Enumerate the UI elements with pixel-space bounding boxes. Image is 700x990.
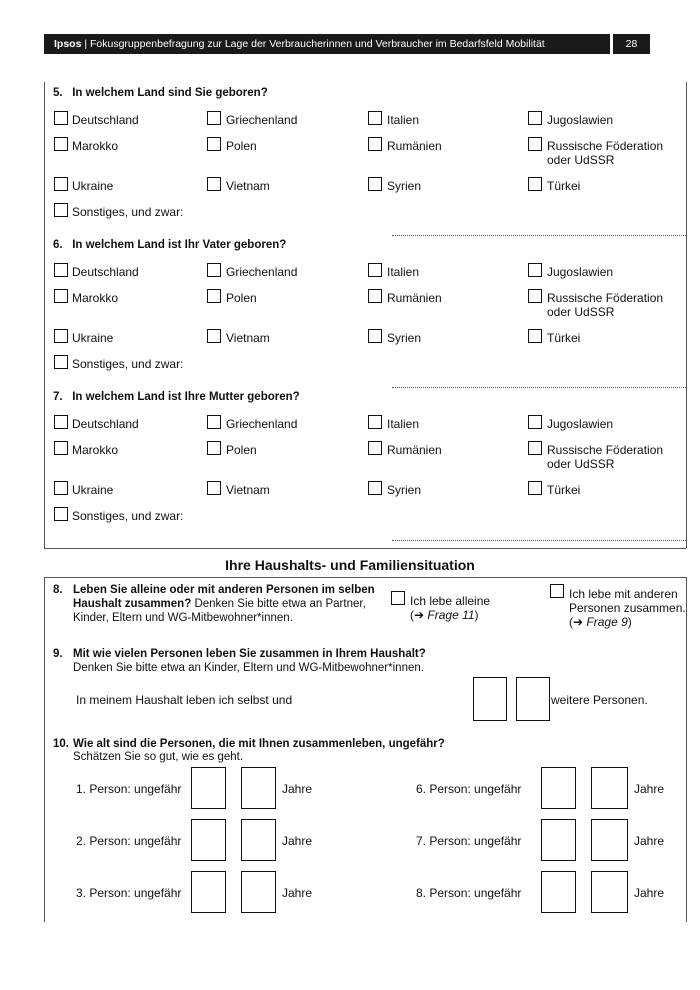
q7-checkbox-tuerkei[interactable]: [528, 481, 542, 495]
q10-person-1-box-1[interactable]: [191, 767, 226, 809]
q5-label-griechenland: Griechenland: [226, 113, 298, 127]
q7-label-sonstiges: Sonstiges, und zwar:: [72, 509, 184, 523]
q6-label-rumaenien: Rumänien: [387, 291, 442, 305]
q10-person-8-label: 8. Person: ungefähr: [416, 886, 522, 900]
q6-title: 6. In welchem Land ist Ihr Vater geboren?: [53, 239, 287, 251]
q7-checkbox-italien[interactable]: [368, 415, 382, 429]
page-number: 28: [613, 34, 650, 54]
q7-checkbox-polen[interactable]: [207, 441, 221, 455]
q8-checkbox-alleine[interactable]: [391, 591, 405, 605]
q6-checkbox-marokko[interactable]: [54, 289, 68, 303]
q5-checkbox-russland[interactable]: [528, 137, 542, 151]
q5-label-russland-2: oder UdSSR: [547, 153, 615, 167]
q5-label-ukraine: Ukraine: [72, 179, 114, 193]
q9-suffix: weitere Personen.: [551, 693, 648, 707]
q5-checkbox-polen[interactable]: [207, 137, 221, 151]
q6-checkbox-jugoslawien[interactable]: [528, 263, 542, 277]
brand-name: Ipsos: [54, 38, 82, 50]
q8-option-alleine: Ich lebe alleine: [410, 594, 491, 608]
q5-other-input-line[interactable]: [392, 235, 686, 236]
q5-checkbox-tuerkei[interactable]: [528, 177, 542, 191]
q10-person-2-box-1[interactable]: [191, 819, 226, 861]
q6-label-jugoslawien: Jugoslawien: [547, 265, 614, 279]
q10-person-2-box-2[interactable]: [241, 819, 276, 861]
q8-line1: Leben Sie alleine oder mit anderen Personen im selben: [73, 584, 375, 596]
q5-label-italien: Italien: [387, 113, 420, 127]
q7-label-ukraine: Ukraine: [72, 483, 114, 497]
q5-label-rumaenien: Rumänien: [387, 139, 442, 153]
q7-other-input-line[interactable]: [392, 540, 686, 541]
q9-digit-box-2[interactable]: [516, 677, 550, 721]
frame-left: [44, 82, 45, 548]
q10-person-3-label: 3. Person: ungefähr: [76, 886, 182, 900]
q10-person-2-unit: Jahre: [282, 834, 313, 848]
q6-checkbox-polen[interactable]: [207, 289, 221, 303]
frame-bottom: [44, 548, 686, 549]
q5-checkbox-vietnam[interactable]: [207, 177, 221, 191]
q8-jump-zusammen: (➔ Frage 9): [569, 615, 632, 629]
q6-checkbox-rumaenien[interactable]: [368, 289, 382, 303]
q5-checkbox-sonstiges[interactable]: [54, 203, 68, 217]
q7-checkbox-sonstiges[interactable]: [54, 507, 68, 521]
q10-person-8-box-1[interactable]: [541, 871, 576, 913]
q5-checkbox-syrien[interactable]: [368, 177, 382, 191]
document-header: Ipsos | Fokusgruppenbefragung zur Lage der Verbraucherinnen und Verbraucher im Bedarfsfeld Mobilität: [44, 34, 610, 54]
q6-label-deutschland: Deutschland: [72, 265, 139, 279]
q5-label-polen: Polen: [226, 139, 257, 153]
q7-label-tuerkei: Türkei: [547, 483, 581, 497]
q7-label-russland-1: Russische Föderation: [547, 443, 664, 457]
q5-label-sonstiges: Sonstiges, und zwar:: [72, 205, 184, 219]
q7-checkbox-marokko[interactable]: [54, 441, 68, 455]
q8-number: 8.: [53, 584, 63, 596]
q5-label-tuerkei: Türkei: [547, 179, 581, 193]
q10-person-3-box-1[interactable]: [191, 871, 226, 913]
q6-checkbox-vietnam[interactable]: [207, 329, 221, 343]
q7-label-polen: Polen: [226, 443, 257, 457]
q10-number: 10.: [53, 738, 69, 750]
q6-label-syrien: Syrien: [387, 331, 422, 345]
q10-person-1-box-2[interactable]: [241, 767, 276, 809]
q10-person-6-label: 6. Person: ungefähr: [416, 782, 522, 796]
q10-person-6-unit: Jahre: [634, 782, 665, 796]
q7-checkbox-deutschland[interactable]: [54, 415, 68, 429]
q6-checkbox-syrien[interactable]: [368, 329, 382, 343]
q10-question: Wie alt sind die Personen, die mit Ihnen zusammenleben, ungefähr?: [73, 738, 445, 750]
q6-label-vietnam: Vietnam: [226, 331, 270, 345]
q9-prefix: In meinem Haushalt leben ich selbst und: [76, 693, 293, 707]
q10-person-7-label: 7. Person: ungefähr: [416, 834, 522, 848]
q10-person-7-unit: Jahre: [634, 834, 665, 848]
q5-checkbox-italien[interactable]: [368, 111, 382, 125]
q10-person-7-box-2[interactable]: [591, 819, 628, 861]
q6-label-sonstiges: Sonstiges, und zwar:: [72, 357, 184, 371]
q10-hint: Schätzen Sie so gut, wie es geht.: [73, 751, 244, 763]
q7-label-syrien: Syrien: [387, 483, 422, 497]
arrow-right-icon: ➔: [414, 608, 425, 622]
q5-label-jugoslawien: Jugoslawien: [547, 113, 614, 127]
q8-jump-alleine: (➔ Frage 11): [410, 608, 479, 622]
section-title: Ihre Haushalts- und Familiensituation: [225, 557, 475, 573]
q6-checkbox-ukraine[interactable]: [54, 329, 68, 343]
q7-label-russland-2: oder UdSSR: [547, 457, 615, 471]
q5-label-marokko: Marokko: [72, 139, 119, 153]
q10-person-1-unit: Jahre: [282, 782, 313, 796]
q7-checkbox-vietnam[interactable]: [207, 481, 221, 495]
q9-question: Mit wie vielen Personen leben Sie zusammen in Ihrem Haushalt?: [73, 648, 426, 660]
q6-label-russland-1: Russische Föderation: [547, 291, 664, 305]
q9-digit-box-1[interactable]: [473, 677, 507, 721]
q10-person-8-unit: Jahre: [634, 886, 665, 900]
q6-checkbox-sonstiges[interactable]: [54, 355, 68, 369]
q7-label-rumaenien: Rumänien: [387, 443, 442, 457]
q5-label-deutschland: Deutschland: [72, 113, 139, 127]
q8-option-zusammen-2: Personen zusammen.: [569, 601, 686, 615]
q5-label-vietnam: Vietnam: [226, 179, 270, 193]
q6-label-polen: Polen: [226, 291, 257, 305]
q6-checkbox-griechenland[interactable]: [207, 263, 221, 277]
q7-label-jugoslawien: Jugoslawien: [547, 417, 614, 431]
q10-person-3-box-2[interactable]: [241, 871, 276, 913]
q7-checkbox-jugoslawien[interactable]: [528, 415, 542, 429]
q7-label-griechenland: Griechenland: [226, 417, 298, 431]
q6-label-tuerkei: Türkei: [547, 331, 581, 345]
q7-title: 7. In welchem Land ist Ihre Mutter geboren?: [53, 391, 300, 403]
q10-person-3-unit: Jahre: [282, 886, 313, 900]
q5-label-russland-1: Russische Föderation: [547, 139, 664, 153]
q8-checkbox-zusammen[interactable]: [550, 584, 564, 598]
q6-label-russland-2: oder UdSSR: [547, 305, 615, 319]
q5-checkbox-marokko[interactable]: [54, 137, 68, 151]
q10-person-6-box-2[interactable]: [591, 767, 628, 809]
q6-checkbox-russland[interactable]: [528, 289, 542, 303]
frame2-top: [44, 577, 686, 578]
q7-checkbox-syrien[interactable]: [368, 481, 382, 495]
q8-line2: Haushalt zusammen? Denken Sie bitte etwa an Partner,: [73, 598, 366, 610]
q5-checkbox-jugoslawien[interactable]: [528, 111, 542, 125]
q7-label-italien: Italien: [387, 417, 420, 431]
q7-checkbox-russland[interactable]: [528, 441, 542, 455]
q5-label-syrien: Syrien: [387, 179, 422, 193]
q6-label-griechenland: Griechenland: [226, 265, 298, 279]
q6-checkbox-tuerkei[interactable]: [528, 329, 542, 343]
header-title: Fokusgruppenbefragung zur Lage der Verbraucherinnen und Verbraucher im Bedarfsfeld Mobilität: [90, 38, 545, 50]
q9-number: 9.: [53, 648, 63, 660]
q5-title: 5. In welchem Land sind Sie geboren?: [53, 87, 268, 99]
q5-checkbox-griechenland[interactable]: [207, 111, 221, 125]
q5-checkbox-rumaenien[interactable]: [368, 137, 382, 151]
frame2-left: [44, 577, 45, 922]
arrow-right-icon: ➔: [573, 615, 584, 629]
q9-hint: Denken Sie bitte etwa an Kinder, Eltern und WG-Mitbewohner*innen.: [73, 662, 424, 674]
q7-label-vietnam: Vietnam: [226, 483, 270, 497]
q5-checkbox-deutschland[interactable]: [54, 111, 68, 125]
q7-checkbox-ukraine[interactable]: [54, 481, 68, 495]
frame2-right: [686, 577, 687, 922]
q10-person-1-label: 1. Person: ungefähr: [76, 782, 182, 796]
q6-checkbox-italien[interactable]: [368, 263, 382, 277]
q8-option-zusammen-1: Ich lebe mit anderen: [569, 587, 678, 601]
q6-label-ukraine: Ukraine: [72, 331, 114, 345]
q10-person-6-box-1[interactable]: [541, 767, 576, 809]
q7-label-deutschland: Deutschland: [72, 417, 139, 431]
q10-person-2-label: 2. Person: ungefähr: [76, 834, 182, 848]
q10-person-8-box-2[interactable]: [591, 871, 628, 913]
q6-checkbox-deutschland[interactable]: [54, 263, 68, 277]
q6-label-marokko: Marokko: [72, 291, 119, 305]
q6-other-input-line[interactable]: [392, 387, 686, 388]
q6-label-italien: Italien: [387, 265, 420, 279]
q7-checkbox-rumaenien[interactable]: [368, 441, 382, 455]
q10-person-7-box-1[interactable]: [541, 819, 576, 861]
q8-line3: Kinder, Eltern und WG-Mitbewohner*innen.: [73, 612, 293, 624]
q7-label-marokko: Marokko: [72, 443, 119, 457]
q7-checkbox-griechenland[interactable]: [207, 415, 221, 429]
frame-right: [686, 82, 687, 548]
q5-checkbox-ukraine[interactable]: [54, 177, 68, 191]
